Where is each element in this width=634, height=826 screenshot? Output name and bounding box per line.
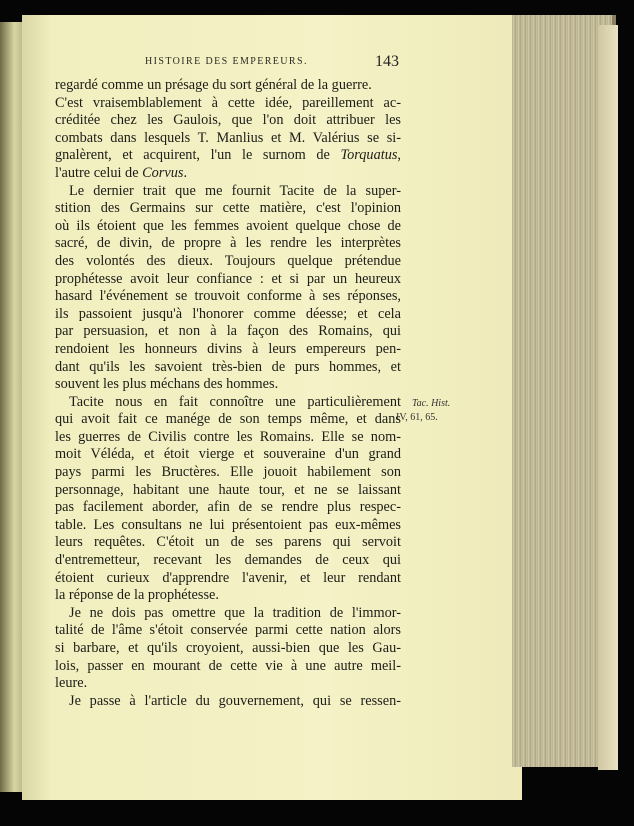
page-number: 143 — [375, 53, 399, 70]
text-segment: combats dans lesquels T. Manlius et M. Valérius se si- — [55, 129, 401, 146]
text-segment: hasard l'événement se trouvoit conforme à ses réponses, — [55, 288, 401, 305]
text-line-content — [55, 482, 401, 498]
margin-note-source: Tac. Hist. — [412, 398, 451, 409]
text-line-content — [55, 200, 401, 216]
text-line — [55, 552, 401, 570]
text-line-content — [55, 464, 401, 480]
text-line — [55, 95, 401, 113]
text-segment: pas facilement aborder, afin de se rendre plus respec- — [55, 499, 401, 516]
text-line — [55, 147, 401, 165]
text-line — [55, 200, 401, 218]
text-line — [55, 482, 401, 500]
text-line — [55, 429, 401, 447]
facing-page-edge — [0, 22, 24, 792]
text-segment: table. Les consultans ne lui présentoient pas eux-mêmes — [55, 516, 401, 533]
text-segment: . — [183, 164, 188, 181]
text-line-content — [55, 77, 372, 93]
body-text — [55, 77, 401, 710]
margin-note-reference: IV, 61, 65. — [396, 412, 438, 423]
text-segment: regardé comme un présage du sort général de la guerre. — [55, 77, 372, 93]
text-line-content — [55, 446, 401, 462]
text-line — [55, 288, 401, 306]
text-line-content — [69, 605, 401, 621]
text-segment: d'entremetteur, recevant les demandes de ceux qui — [55, 552, 401, 569]
text-line-content — [55, 218, 401, 234]
text-line — [55, 165, 401, 183]
text-line-content — [55, 147, 401, 163]
text-line-content — [55, 429, 401, 445]
margin-note — [396, 397, 451, 425]
text-segment: les guerres de Civilis contre les Romains. Elle se nom- — [55, 428, 401, 445]
text-segment: la réponse de la prophétesse. — [55, 587, 219, 604]
text-line-content — [69, 183, 401, 199]
text-segment: souvent les plus méchans des hommes. — [55, 376, 279, 393]
text-line-content — [55, 675, 87, 691]
text-line — [55, 253, 401, 271]
text-line-content — [55, 359, 401, 375]
text-segment: Le dernier trait que me fournit Tacite de la super- — [69, 182, 401, 199]
text-line — [55, 341, 401, 359]
text-line — [55, 235, 401, 253]
text-line — [55, 534, 401, 552]
text-segment: lois, passer en mourant de cette vie à une autre meil- — [55, 657, 401, 674]
italic-text: Torquatus — [340, 147, 398, 164]
text-segment: des volontés des dieux. Toujours quelque prétendue — [55, 252, 401, 269]
back-cover-edge — [598, 25, 618, 770]
text-line-content — [69, 394, 401, 410]
text-line-content — [55, 253, 401, 269]
text-segment: Tacite nous en fait connoître une particulièrement — [69, 393, 401, 410]
text-line — [55, 464, 401, 482]
text-line — [55, 517, 401, 535]
text-line-content — [55, 658, 401, 674]
text-line — [55, 359, 401, 377]
text-segment: stition des Germains sur cette matière, c'est l'opinion — [55, 200, 401, 217]
text-segment: leure. — [55, 675, 88, 692]
text-line — [55, 446, 401, 464]
text-segment: rendoient les honneurs divins à leurs empereurs pen- — [55, 340, 401, 357]
text-segment: Je passe à l'article du gouvernement, qui se ressen- — [69, 692, 401, 709]
text-line-content — [55, 517, 401, 533]
text-line — [55, 306, 401, 324]
text-segment: C'est vraisemblablement à cette idée, pareillement ac- — [55, 94, 401, 111]
text-line — [55, 693, 401, 711]
text-line-content — [55, 288, 401, 304]
text-line — [55, 271, 401, 289]
text-segment: créditée chez les Gaulois, que l'on doit attribuer les — [55, 112, 401, 129]
text-line — [55, 587, 401, 605]
text-line — [55, 323, 401, 341]
text-segment: leurs requêtes. C'étoit un de ses parens qui servoit — [55, 534, 401, 551]
text-line — [55, 218, 401, 236]
text-line-content — [55, 306, 401, 322]
text-line-content — [55, 235, 401, 251]
text-line — [55, 130, 401, 148]
text-line — [55, 183, 401, 201]
text-line-content — [55, 622, 401, 638]
text-line-content — [55, 323, 401, 339]
text-segment: gnalèrent, et acquirent, l'un le surnom de — [55, 147, 341, 164]
text-segment: personnage, habitant une haute tour, et ne se laissant — [55, 481, 401, 498]
text-line — [55, 411, 401, 429]
text-line — [55, 570, 401, 588]
text-line-content — [55, 341, 401, 357]
text-segment: si barbare, et qu'ils croyoient, aussi-bien que les Gau- — [55, 640, 401, 656]
text-line — [55, 499, 401, 517]
text-line — [55, 658, 401, 676]
text-line — [55, 394, 401, 412]
running-title: HISTOIRE DES EMPEREURS. — [145, 56, 308, 67]
italic-text: Corvus — [142, 164, 184, 181]
text-line-content — [55, 271, 401, 287]
text-segment: pays parmi les Bructères. Elle jouoit habilement son — [55, 464, 401, 481]
text-segment: Je ne dois pas omettre que la tradition de l'immor- — [69, 604, 401, 621]
text-segment: où ils étoient que les femmes avoient quelque chose de — [55, 217, 401, 234]
text-line — [55, 605, 401, 623]
text-line-content — [55, 165, 187, 181]
text-line — [55, 376, 401, 394]
text-line — [55, 640, 401, 658]
text-line-content — [55, 376, 278, 392]
text-line-content — [55, 640, 401, 656]
text-line — [55, 112, 401, 130]
text-segment: l'autre celui de — [55, 164, 143, 181]
text-segment: , — [397, 147, 401, 164]
text-line-content — [55, 130, 401, 146]
text-segment: moit Véléda, et étoit vierge et souveraine d'un grand — [55, 446, 401, 463]
text-line — [55, 77, 401, 95]
text-line-content — [55, 534, 401, 550]
text-segment: qui avoit fait ce manége de son temps même, et dans — [55, 411, 401, 428]
text-segment: sacré, de divin, de propre à les rendre les interprètes — [55, 235, 401, 252]
text-segment: par persuasion, et non à la façon des Romains, qui — [55, 323, 401, 340]
text-segment: dant qu'ils les savoient très-bien de purs hommes, et — [55, 358, 401, 375]
text-line — [55, 622, 401, 640]
text-segment: ils passoient jusqu'à l'honorer comme déesse; et cela — [55, 305, 401, 322]
text-segment: étoient curieux d'apprendre l'avenir, et leur rendant — [55, 569, 401, 586]
text-line-content — [55, 552, 401, 568]
text-segment: talité de l'âme s'étoit conservée parmi cette nation alors — [55, 622, 401, 639]
text-line-content — [55, 587, 219, 603]
text-line-content — [55, 499, 401, 515]
text-segment: prophétesse avoit leur confiance : et si par un heureux — [55, 270, 401, 287]
text-line-content — [55, 411, 401, 427]
text-line — [55, 675, 401, 693]
text-line-content — [55, 95, 401, 111]
text-line-content — [55, 112, 401, 128]
text-line-content — [55, 570, 401, 586]
text-line-content — [69, 693, 401, 709]
